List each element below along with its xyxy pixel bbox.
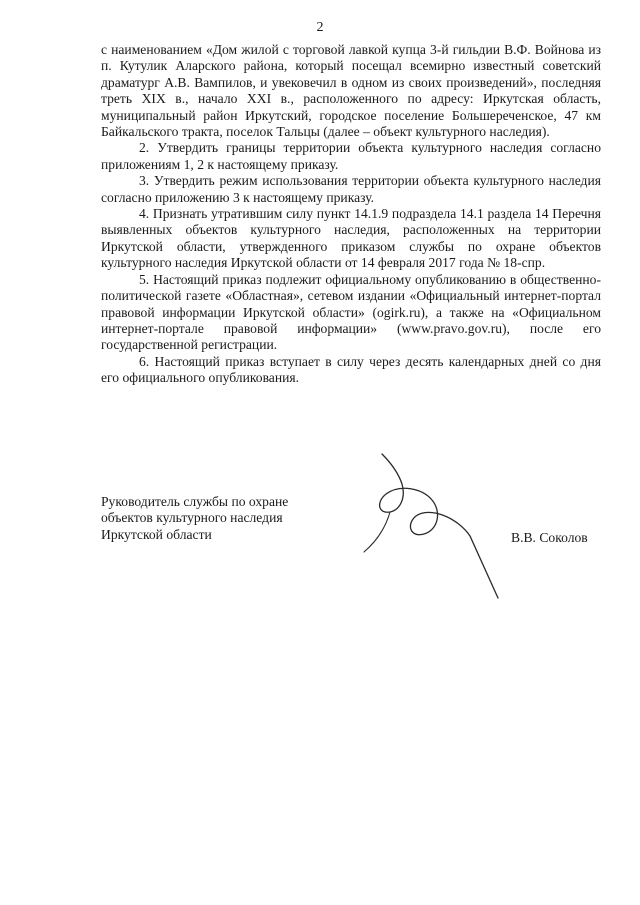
handwritten-signature	[320, 448, 520, 608]
document-body	[101, 42, 601, 387]
signatory-position-line-3: Иркутской области	[101, 526, 212, 542]
signatory-position	[101, 494, 288, 543]
paragraph-1-continuation: с наименованием «Дом жилой с торговой лавкой купца 3-й гильдии В.Ф. Войнова из п. Кутулик Аларского района, который посещал всемирно известный советский драматург А.В. Вампилов, и увековечил в одном из своих произведений», последняя треть XIX в., начало XXI в., расположенного по адресу: Иркутская область, муниципальный район Иркутский, городское поселение Большереченское, 47 км Байкальского тракта, поселок Тальцы (далее – объект культурного наследия).	[101, 42, 601, 140]
paragraph-4: 4. Признать утратившим силу пункт 14.1.9 подраздела 14.1 раздела 14 Перечня выявленных объектов культурного наследия, расположенных на территории Иркутской области, утвержденного приказом службы по охране объектов культурного наследия Иркутской области от 14 февраля 2017 года № 18-спр.	[101, 206, 601, 271]
signatory-name: В.В. Соколов	[511, 530, 588, 545]
page-number: 2	[316, 20, 324, 35]
signatory-position-line-2: объектов культурного наследия	[101, 510, 283, 526]
paragraph-5: 5. Настоящий приказ подлежит официальному опубликованию в общественно-политической газете «Областная», сетевом издании «Официальный интернет-портал правовой информации Иркутской области» (ogirk.ru), а также на «Официальном интернет-портале правовой информации» (www.pravo.gov.ru), после его государственной регистрации.	[101, 271, 601, 353]
paragraph-2: 2. Утвердить границы территории объекта культурного наследия согласно приложениям 1, 2 к настоящему приказу.	[101, 140, 601, 172]
paragraph-6: 6. Настоящий приказ вступает в силу через десять календарных дней со дня его официального опубликования.	[101, 353, 601, 386]
paragraph-3: 3. Утвердить режим использования территории объекта культурного наследия согласно приложению 3 к настоящему приказу.	[101, 173, 601, 205]
signatory-position-line-1: Руководитель службы по охране	[101, 494, 289, 509]
